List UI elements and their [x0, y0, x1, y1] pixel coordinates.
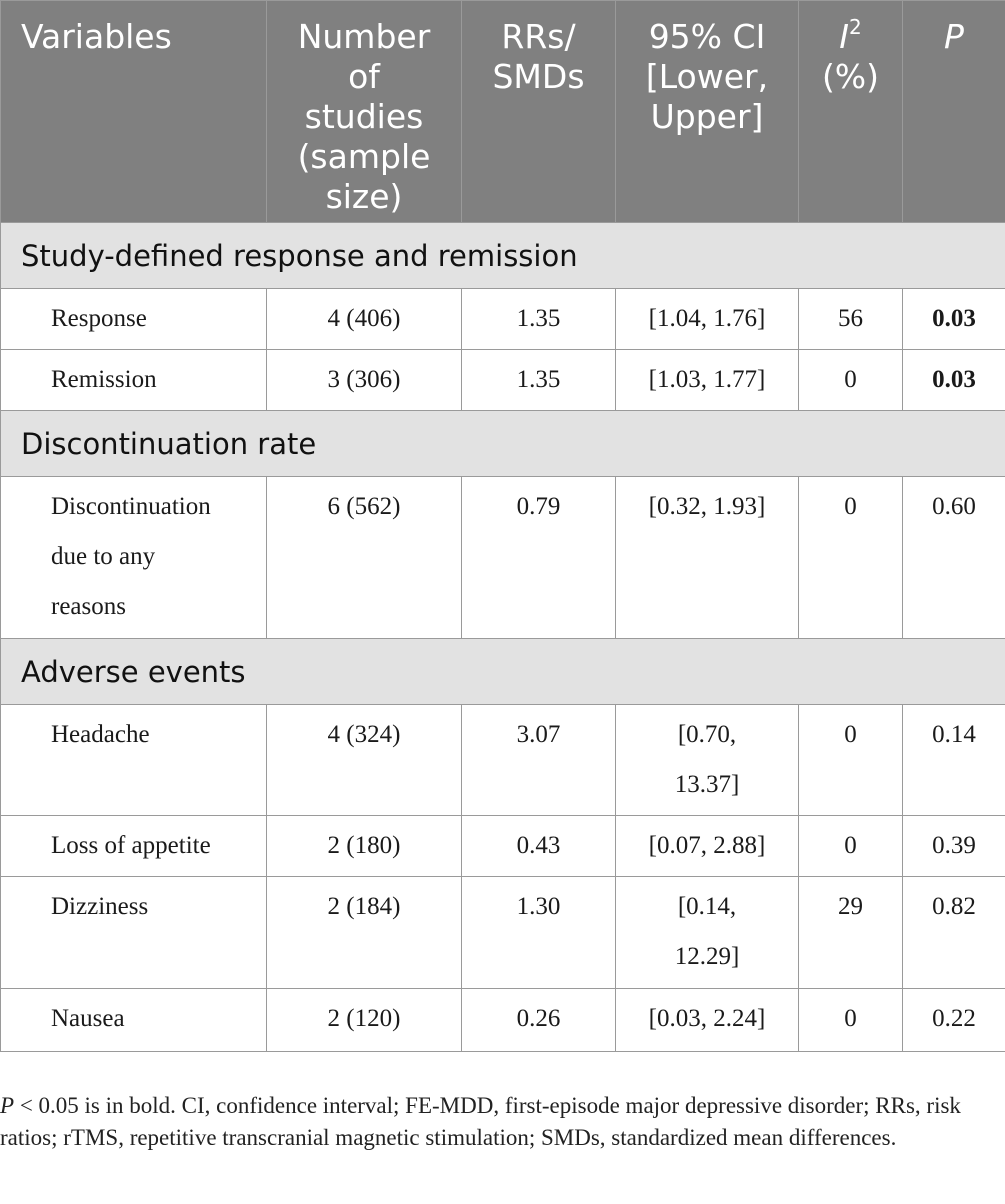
header-rrs-smds-line: SMDs: [492, 57, 585, 96]
table-row: [1, 289, 1005, 350]
cell-variable: Remission: [1, 350, 267, 411]
header-number-of-studies-line: size): [325, 177, 403, 216]
cell-i2: 0: [799, 350, 903, 411]
cell-ci: [616, 705, 799, 816]
cell-ci: [616, 877, 799, 989]
cell-p: 0.82: [903, 877, 1005, 989]
cell-studies: 4 (324): [267, 705, 462, 816]
cell-ci-line: 13.37]: [674, 771, 740, 798]
header-rrs-smds: [462, 1, 616, 223]
cell-ci: [0.32, 1.93]: [616, 477, 799, 639]
cell-effect: 1.30: [462, 877, 616, 989]
table-footnote: [0, 1090, 990, 1154]
cell-i2: 0: [799, 989, 903, 1052]
footnote-text: < 0.05 is in bold. CI, confidence interval; FE-MDD, first-episode major depressive disorder; RRs, risk ratios; rTMS, repetitive transcranial magnetic stimulation; SMDs, standardized mean differences.: [0, 1093, 961, 1150]
cell-i2: 29: [799, 877, 903, 989]
cell-ci: [1.04, 1.76]: [616, 289, 799, 350]
header-number-of-studies: [267, 1, 462, 223]
footnote-p-letter: P: [0, 1093, 15, 1118]
cell-ci-line: [0.14,: [677, 893, 737, 920]
header-i2-superscript: 2: [849, 15, 862, 39]
table-row: [1, 816, 1005, 877]
cell-studies: 3 (306): [267, 350, 462, 411]
cell-studies: 6 (562): [267, 477, 462, 639]
cell-variable: Headache: [1, 705, 267, 816]
table-row: [1, 989, 1005, 1052]
cell-effect: 0.43: [462, 816, 616, 877]
header-variables: Variables: [1, 1, 267, 223]
header-number-of-studies-line: Number: [297, 17, 431, 56]
cell-i2: 56: [799, 289, 903, 350]
cell-ci-line: 12.29]: [674, 943, 740, 970]
cell-p-value: 0.03: [932, 305, 976, 332]
table-row: [1, 477, 1005, 639]
cell-i2: 0: [799, 477, 903, 639]
table-header-row: [1, 1, 1005, 223]
cell-i2: 0: [799, 816, 903, 877]
header-number-of-studies-line: (sample: [297, 137, 431, 176]
cell-variable-line: due to any: [51, 543, 156, 570]
cell-ci: [0.07, 2.88]: [616, 816, 799, 877]
cell-effect: 0.79: [462, 477, 616, 639]
cell-p: 0.14: [903, 705, 1005, 816]
cell-variable: Nausea: [1, 989, 267, 1052]
cell-i2: 0: [799, 705, 903, 816]
header-95-ci-line: [Lower,: [645, 57, 769, 96]
cell-effect: 1.35: [462, 289, 616, 350]
section-row: [1, 411, 1005, 477]
cell-variable: [1, 477, 267, 639]
cell-ci-line: [0.70,: [677, 721, 737, 748]
cell-studies: 2 (180): [267, 816, 462, 877]
section-row: [1, 639, 1005, 705]
header-i2-letter: I: [839, 17, 849, 56]
header-i2: [799, 1, 903, 223]
header-p: [903, 1, 1005, 223]
header-number-of-studies-line: studies: [304, 97, 424, 136]
cell-variable: Loss of appetite: [1, 816, 267, 877]
header-i2-unit: (%): [821, 57, 880, 96]
cell-effect: 0.26: [462, 989, 616, 1052]
cell-variable-line: Discontinuation: [51, 493, 211, 520]
cell-studies: 2 (184): [267, 877, 462, 989]
cell-p: [903, 289, 1005, 350]
header-p-letter: P: [944, 17, 964, 56]
cell-p: 0.60: [903, 477, 1005, 639]
cell-ci: [0.03, 2.24]: [616, 989, 799, 1052]
cell-variable: Dizziness: [1, 877, 267, 989]
cell-effect: 3.07: [462, 705, 616, 816]
cell-effect: 1.35: [462, 350, 616, 411]
cell-p: 0.22: [903, 989, 1005, 1052]
cell-p: 0.39: [903, 816, 1005, 877]
section-title: Study-defined response and remission: [1, 223, 1005, 289]
table-row: [1, 350, 1005, 411]
section-title: Discontinuation rate: [1, 411, 1005, 477]
header-95-ci: [616, 1, 799, 223]
cell-studies: 2 (120): [267, 989, 462, 1052]
table-row: [1, 705, 1005, 816]
cell-studies: 4 (406): [267, 289, 462, 350]
section-title: Adverse events: [1, 639, 1005, 705]
header-95-ci-line: Upper]: [650, 97, 764, 136]
cell-p-value: 0.03: [932, 366, 976, 393]
header-95-ci-line: 95% CI: [648, 17, 766, 56]
cell-variable: Response: [1, 289, 267, 350]
cell-p: [903, 350, 1005, 411]
cell-variable-line: reasons: [51, 593, 126, 620]
header-rrs-smds-line: RRs/: [501, 17, 576, 56]
header-number-of-studies-line: of: [348, 57, 380, 96]
section-row: [1, 223, 1005, 289]
table-row: [1, 877, 1005, 989]
cell-ci: [1.03, 1.77]: [616, 350, 799, 411]
